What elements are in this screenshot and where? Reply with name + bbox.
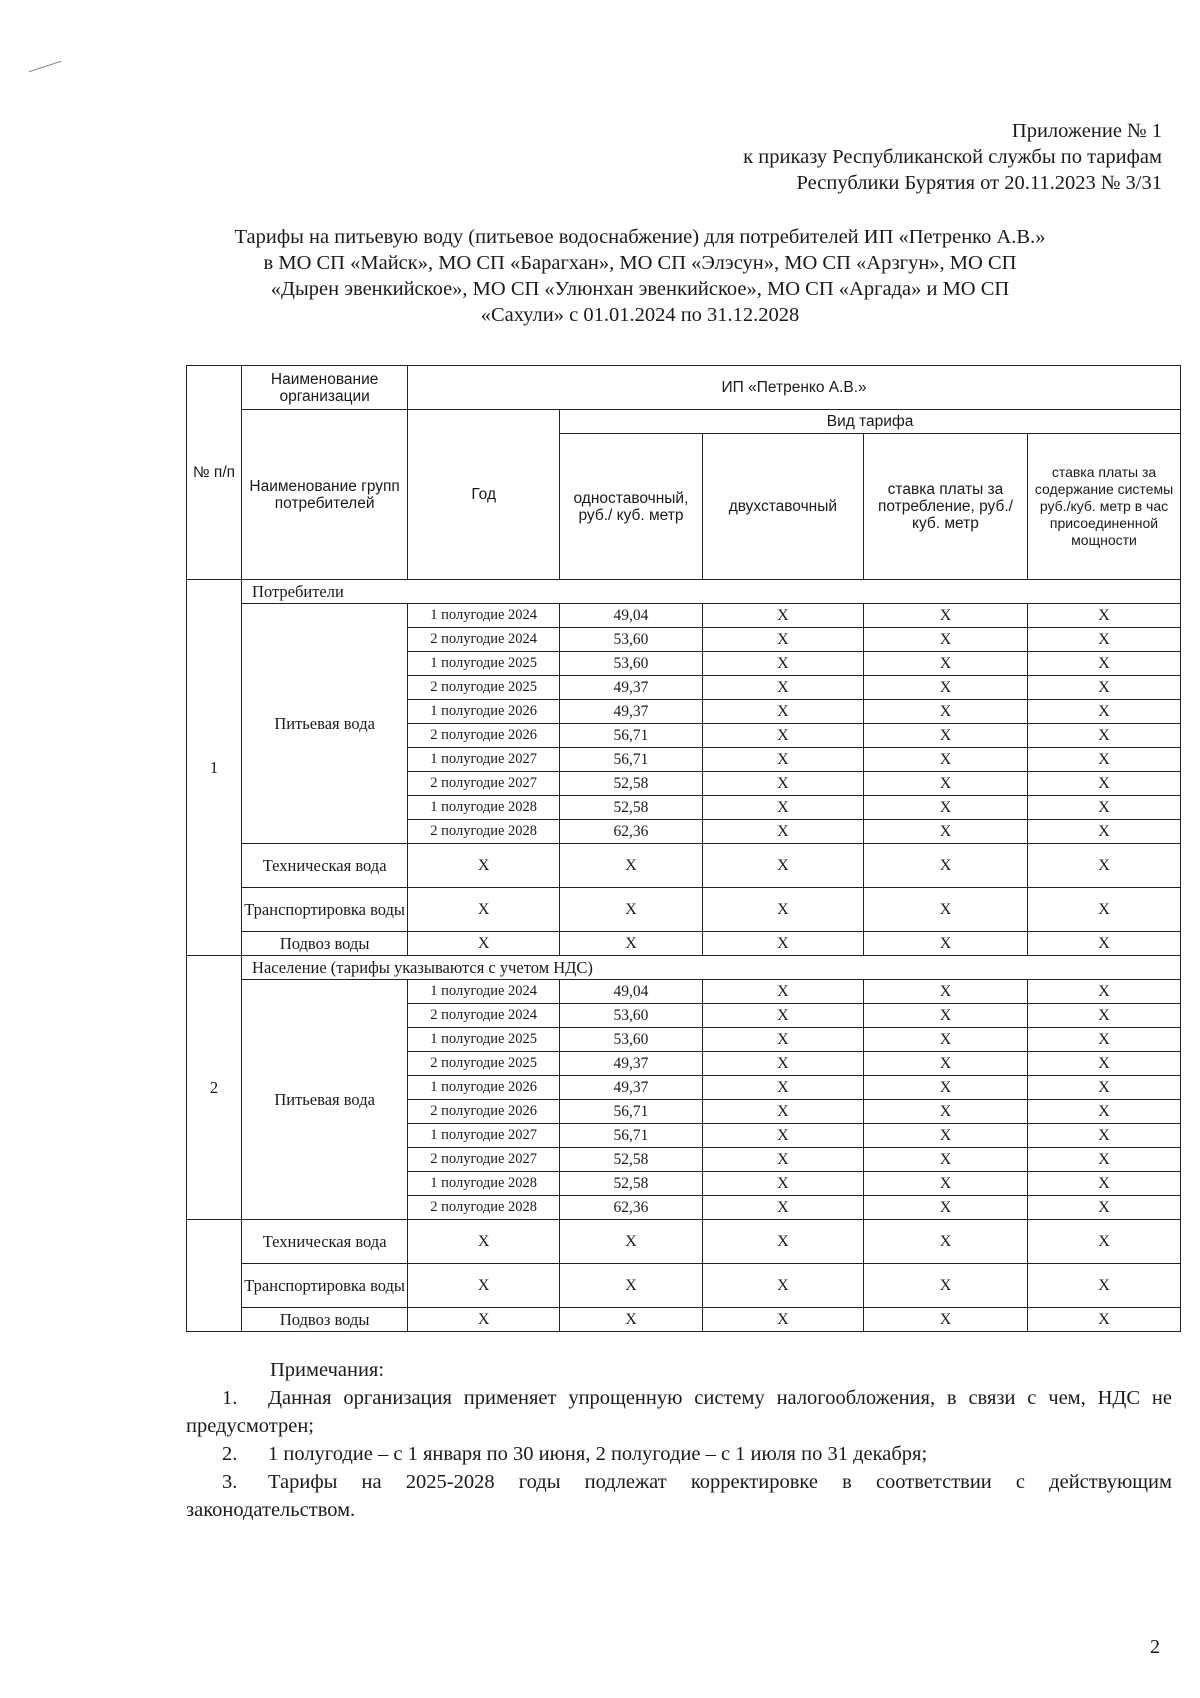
extra-value-cell: X [560, 1264, 703, 1308]
period-cell: 2 полугодие 2024 [408, 1004, 560, 1028]
extra-group-name: Транспортировка воды [242, 888, 408, 932]
note-text: 1 полугодие – с 1 января по 30 июня, 2 полугодие – с 1 июля по 31 декабря; [268, 1443, 928, 1465]
extra-value-cell: X [1028, 932, 1181, 956]
two-rate-cell: X [702, 1196, 863, 1220]
one-rate-cell: 53,60 [560, 628, 703, 652]
title-line-3: «Дырен эвенкийское», МО СП «Улюнхан эвенкийское», МО СП «Аргада» и МО СП [270, 278, 1010, 300]
two-rate-cell: X [702, 1124, 863, 1148]
note-item [186, 1468, 1172, 1524]
title-line-1: Тарифы на питьевую воду (питьевое водоснабжение) для потребителей ИП «Петренко А.В.» [234, 226, 1046, 248]
page-number: 2 [1150, 1636, 1160, 1658]
document-title [190, 224, 1090, 328]
one-rate-cell: 53,60 [560, 652, 703, 676]
capacity-cell: X [1028, 1196, 1181, 1220]
extra-value-cell: X [408, 1264, 560, 1308]
two-rate-cell: X [702, 628, 863, 652]
consumption-cell: X [863, 652, 1027, 676]
extra-row [187, 932, 1181, 956]
header-groups-label: Наименование групп потребителей [242, 410, 408, 580]
extra-value-cell: X [408, 888, 560, 932]
header-tariff-type: Вид тарифа [560, 410, 1181, 434]
period-cell: 2 полугодие 2026 [408, 724, 560, 748]
note-item [186, 1384, 1172, 1440]
one-rate-cell: 49,37 [560, 700, 703, 724]
extra-value-cell: X [408, 932, 560, 956]
two-rate-cell: X [702, 652, 863, 676]
note-number: 1. [222, 1387, 238, 1409]
section-number: 1 [187, 580, 242, 956]
capacity-cell: X [1028, 1004, 1181, 1028]
consumption-cell: X [863, 628, 1027, 652]
extra-group-name: Подвоз воды [242, 932, 408, 956]
period-cell: 2 полугодие 2028 [408, 820, 560, 844]
note-text: Данная организация применяет упрощенную систему налогообложения, в связи с чем, НДС не предусмотрен; [186, 1387, 1172, 1437]
consumption-cell: X [863, 820, 1027, 844]
one-rate-cell: 49,37 [560, 1076, 703, 1100]
period-cell: 2 полугодие 2024 [408, 628, 560, 652]
two-rate-cell: X [702, 980, 863, 1004]
scan-artifact [29, 61, 62, 72]
two-rate-cell: X [702, 796, 863, 820]
consumption-cell: X [863, 1172, 1027, 1196]
period-cell: 1 полугодие 2024 [408, 604, 560, 628]
one-rate-cell: 56,71 [560, 748, 703, 772]
capacity-cell: X [1028, 1124, 1181, 1148]
consumption-cell: X [863, 604, 1027, 628]
section-title: Потребители [242, 580, 1181, 604]
extra-row [187, 844, 1181, 888]
consumption-cell: X [863, 796, 1027, 820]
extra-value-cell: X [702, 932, 863, 956]
group-name: Питьевая вода [242, 980, 408, 1220]
one-rate-cell: 49,37 [560, 676, 703, 700]
capacity-cell: X [1028, 796, 1181, 820]
capacity-cell: X [1028, 1148, 1181, 1172]
period-cell: 1 полугодие 2028 [408, 1172, 560, 1196]
capacity-cell: X [1028, 724, 1181, 748]
one-rate-cell: 49,04 [560, 604, 703, 628]
two-rate-cell: X [702, 1172, 863, 1196]
extra-value-cell: X [560, 1308, 703, 1332]
two-rate-cell: X [702, 1052, 863, 1076]
capacity-cell: X [1028, 700, 1181, 724]
period-cell: 1 полугодие 2027 [408, 1124, 560, 1148]
consumption-cell: X [863, 1052, 1027, 1076]
extra-group-name: Транспортировка воды [242, 1264, 408, 1308]
extra-value-cell: X [560, 888, 703, 932]
extra-row [187, 1220, 1181, 1264]
group-name: Питьевая вода [242, 604, 408, 844]
consumption-cell: X [863, 1124, 1027, 1148]
extra-value-cell: X [408, 1220, 560, 1264]
extra-value-cell: X [702, 1220, 863, 1264]
period-cell: 2 полугодие 2025 [408, 1052, 560, 1076]
header-org-label: Наименование организации [242, 366, 408, 410]
header-year: Год [408, 410, 560, 580]
note-text: Тарифы на 2025-2028 годы подлежат корректировке в соответствии с действующим законодательством. [186, 1471, 1172, 1521]
extra-value-cell: X [1028, 844, 1181, 888]
extra-value-cell: X [1028, 1308, 1181, 1332]
header-capacity: ставка платы за содержание системы руб./куб. метр в час присоединенной мощности [1028, 434, 1181, 580]
extra-value-cell: X [863, 1264, 1027, 1308]
extra-value-cell: X [1028, 1264, 1181, 1308]
title-line-4: «Сахули» с 01.01.2024 по 31.12.2028 [480, 304, 800, 326]
extra-value-cell: X [863, 1308, 1027, 1332]
one-rate-cell: 53,60 [560, 1028, 703, 1052]
extra-value-cell: X [408, 1308, 560, 1332]
extra-value-cell: X [560, 932, 703, 956]
period-cell: 2 полугодие 2026 [408, 1100, 560, 1124]
capacity-cell: X [1028, 676, 1181, 700]
period-cell: 1 полугодие 2024 [408, 980, 560, 1004]
notes [186, 1356, 1172, 1524]
consumption-cell: X [863, 1076, 1027, 1100]
extra-row [187, 1308, 1181, 1332]
empty-number-cell [187, 1220, 242, 1332]
appendix-line-1: Приложение № 1 [1011, 120, 1162, 142]
header-two-rate: двухставочный [702, 434, 863, 580]
header-consumption: ставка платы за потребление, руб./ куб. метр [863, 434, 1027, 580]
extra-value-cell: X [702, 844, 863, 888]
section-title-row [187, 956, 1181, 980]
section-number: 2 [187, 956, 242, 1220]
period-cell: 2 полугодие 2027 [408, 1148, 560, 1172]
extra-value-cell: X [863, 1220, 1027, 1264]
appendix-reference [462, 118, 1162, 196]
capacity-cell: X [1028, 980, 1181, 1004]
one-rate-cell: 49,37 [560, 1052, 703, 1076]
two-rate-cell: X [702, 1004, 863, 1028]
extra-group-name: Подвоз воды [242, 1308, 408, 1332]
extra-value-cell: X [560, 1220, 703, 1264]
extra-value-cell: X [702, 888, 863, 932]
period-cell: 1 полугодие 2026 [408, 700, 560, 724]
period-cell: 1 полугодие 2026 [408, 1076, 560, 1100]
extra-group-name: Техническая вода [242, 1220, 408, 1264]
consumption-cell: X [863, 676, 1027, 700]
one-rate-cell: 52,58 [560, 1172, 703, 1196]
extra-group-name: Техническая вода [242, 844, 408, 888]
extra-value-cell: X [863, 844, 1027, 888]
extra-row [187, 888, 1181, 932]
period-cell: 2 полугодие 2027 [408, 772, 560, 796]
capacity-cell: X [1028, 820, 1181, 844]
capacity-cell: X [1028, 1052, 1181, 1076]
table-row [187, 604, 1181, 628]
two-rate-cell: X [702, 700, 863, 724]
two-rate-cell: X [702, 676, 863, 700]
capacity-cell: X [1028, 1076, 1181, 1100]
section-title-row [187, 580, 1181, 604]
consumption-cell: X [863, 772, 1027, 796]
consumption-cell: X [863, 1196, 1027, 1220]
note-number: 3. [222, 1471, 238, 1493]
capacity-cell: X [1028, 1172, 1181, 1196]
one-rate-cell: 56,71 [560, 1100, 703, 1124]
one-rate-cell: 53,60 [560, 1004, 703, 1028]
two-rate-cell: X [702, 820, 863, 844]
one-rate-cell: 56,71 [560, 724, 703, 748]
title-line-2: в МО СП «Майск», МО СП «Барагхан», МО СП «Элэсун», МО СП «Арзгун», МО СП [263, 252, 1017, 274]
consumption-cell: X [863, 724, 1027, 748]
two-rate-cell: X [702, 1028, 863, 1052]
extra-value-cell: X [863, 932, 1027, 956]
period-cell: 2 полугодие 2028 [408, 1196, 560, 1220]
two-rate-cell: X [702, 1148, 863, 1172]
capacity-cell: X [1028, 604, 1181, 628]
two-rate-cell: X [702, 724, 863, 748]
header-org-value: ИП «Петренко А.В.» [408, 366, 1181, 410]
one-rate-cell: 62,36 [560, 820, 703, 844]
extra-row [187, 1264, 1181, 1308]
period-cell: 1 полугодие 2025 [408, 652, 560, 676]
one-rate-cell: 56,71 [560, 1124, 703, 1148]
period-cell: 1 полугодие 2028 [408, 796, 560, 820]
capacity-cell: X [1028, 1028, 1181, 1052]
period-cell: 1 полугодие 2027 [408, 748, 560, 772]
consumption-cell: X [863, 1004, 1027, 1028]
consumption-cell: X [863, 748, 1027, 772]
extra-value-cell: X [1028, 1220, 1181, 1264]
extra-value-cell: X [408, 844, 560, 888]
header-num: № п/п [187, 366, 242, 580]
extra-value-cell: X [863, 888, 1027, 932]
capacity-cell: X [1028, 652, 1181, 676]
period-cell: 1 полугодие 2025 [408, 1028, 560, 1052]
one-rate-cell: 52,58 [560, 1148, 703, 1172]
section-title: Население (тарифы указываются с учетом НДС) [242, 956, 1181, 980]
consumption-cell: X [863, 980, 1027, 1004]
two-rate-cell: X [702, 772, 863, 796]
consumption-cell: X [863, 1100, 1027, 1124]
appendix-line-2: к приказу Республиканской службы по тарифам [743, 146, 1162, 168]
appendix-line-3: Республики Бурятия от 20.11.2023 № 3/31 [796, 172, 1162, 194]
one-rate-cell: 52,58 [560, 796, 703, 820]
one-rate-cell: 49,04 [560, 980, 703, 1004]
capacity-cell: X [1028, 772, 1181, 796]
consumption-cell: X [863, 700, 1027, 724]
note-item [186, 1440, 1172, 1468]
extra-value-cell: X [702, 1264, 863, 1308]
capacity-cell: X [1028, 1100, 1181, 1124]
table-row [187, 980, 1181, 1004]
two-rate-cell: X [702, 1100, 863, 1124]
note-number: 2. [222, 1443, 238, 1465]
consumption-cell: X [863, 1028, 1027, 1052]
period-cell: 2 полугодие 2025 [408, 676, 560, 700]
extra-value-cell: X [702, 1308, 863, 1332]
two-rate-cell: X [702, 604, 863, 628]
notes-heading: Примечания: [270, 1359, 385, 1381]
capacity-cell: X [1028, 628, 1181, 652]
consumption-cell: X [863, 1148, 1027, 1172]
header-one-rate: одноставочный, руб./ куб. метр [560, 434, 703, 580]
extra-value-cell: X [1028, 888, 1181, 932]
tariff-table [186, 365, 1181, 1332]
two-rate-cell: X [702, 1076, 863, 1100]
one-rate-cell: 52,58 [560, 772, 703, 796]
extra-value-cell: X [560, 844, 703, 888]
one-rate-cell: 62,36 [560, 1196, 703, 1220]
capacity-cell: X [1028, 748, 1181, 772]
two-rate-cell: X [702, 748, 863, 772]
